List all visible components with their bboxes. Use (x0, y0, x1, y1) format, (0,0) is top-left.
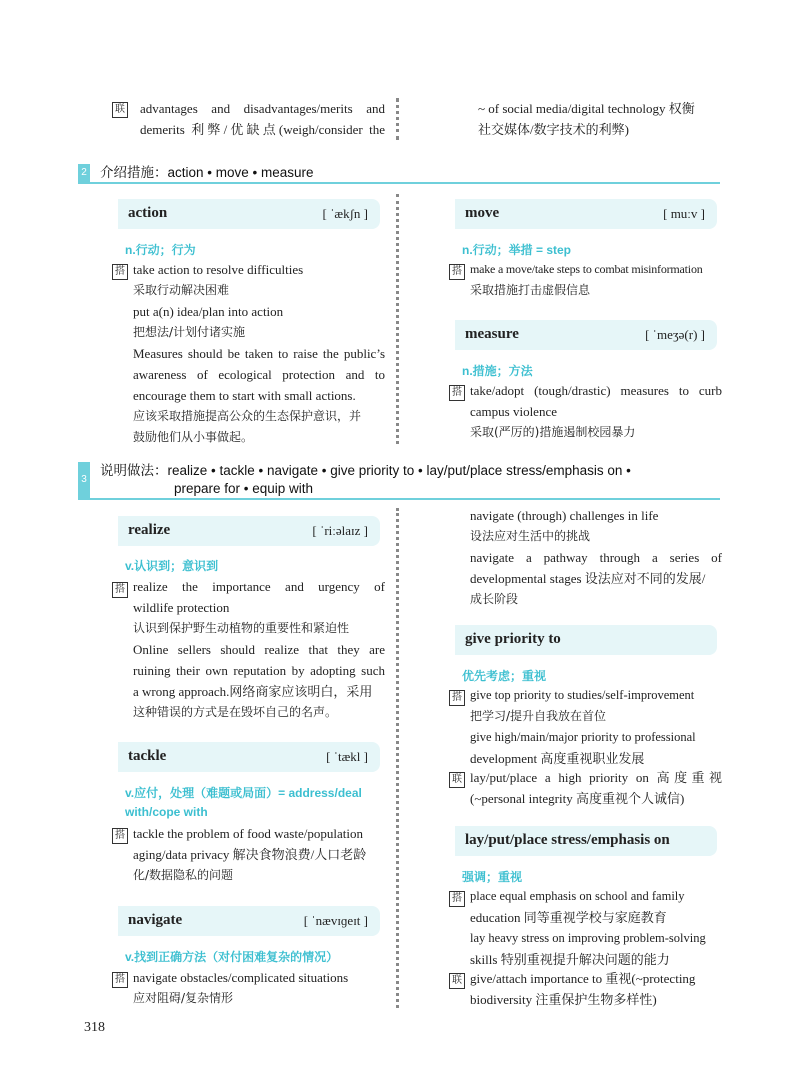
phonetic: [ ˈtækl ] (326, 749, 368, 764)
line: aging/data privacy 解决食物浪费/人口老龄 (133, 847, 367, 862)
phonetic: [ ˈmeʒə(r) ] (645, 327, 705, 342)
line: developmental stages 设法应对不同的发展/ (470, 571, 706, 586)
line: put a(n) idea/plan into action (133, 304, 284, 319)
entry-body (133, 823, 385, 886)
word-box-navigate (118, 906, 380, 936)
line: place equal emphasis on school and family (470, 889, 685, 903)
line: a wrong approach.网络商家应该明白，采用 (133, 684, 373, 699)
word-box-realize (118, 516, 380, 546)
part-of-speech: n.措施；方法 (462, 364, 533, 378)
part-of-speech: n.行动；举措 = step (462, 243, 572, 257)
line: navigate obstacles/complicated situations (133, 970, 349, 985)
pos-line: v.应付，处理（难题或局面）= address/deal (125, 786, 362, 800)
collocation-tag: 联 (112, 102, 128, 118)
entry-body (470, 380, 722, 443)
word-box-action (118, 199, 380, 229)
phonetic: [ ˈnævɪɡeɪt ] (303, 913, 368, 928)
collocation-tag: 搭 (112, 972, 128, 988)
entry-body-related (470, 968, 722, 1010)
phonetic: [ ˈriːəlaɪz ] (312, 523, 368, 538)
part-of-speech: n.行动；行为 (125, 243, 196, 257)
collocation-tag: 搭 (112, 264, 128, 280)
line: give high/main/major priority to professional (470, 730, 696, 744)
line: realize the importance and urgency of (133, 579, 385, 594)
headword: lay/put/place stress/emphasis on (465, 832, 670, 848)
line: 化/数据隐私的问题 (133, 868, 234, 882)
collocation-tag: 搭 (449, 690, 465, 706)
line: education 同等重视学校与家庭教育 (470, 910, 667, 925)
part-of-speech: 优先考虑；重视 (462, 669, 547, 683)
line: make a move/take steps to combat misinformation (470, 262, 703, 276)
headword: realize (128, 522, 171, 538)
line: demerits 利弊/优缺点(weigh/consider the (140, 122, 385, 137)
part-of-speech: v.找到正确方法（对付困难复杂的情况） (125, 950, 339, 964)
line: wildlife protection (133, 600, 230, 615)
entry-body (470, 259, 722, 301)
entry-body (133, 576, 385, 723)
line: give/attach importance to 重视(~protecting (470, 971, 696, 986)
section-title-line: prepare for • equip with (174, 481, 314, 496)
section-header-2 (78, 164, 720, 184)
entry-body-related (470, 767, 722, 809)
line: Online sellers should realize that they are (133, 642, 385, 657)
line: awareness of ecological protection and to (133, 367, 385, 382)
entry-body (470, 886, 722, 970)
line: ruining their own reputation by adopting such (133, 663, 385, 678)
line: tackle the problem of food waste/population (133, 826, 363, 841)
entry-body (133, 259, 385, 448)
line: Measures should be taken to raise the public’s (133, 346, 385, 361)
collocation-tag: 搭 (449, 891, 465, 907)
headword: measure (465, 326, 519, 342)
word-box-measure (455, 320, 717, 350)
line: lay/put/place a high priority on 高度重视 (470, 770, 722, 785)
part-of-speech: v.认识到；意识到 (125, 559, 219, 573)
column-divider (396, 98, 409, 140)
section-title: 介绍措施：action • move • measure (100, 165, 314, 180)
headword: move (465, 205, 500, 221)
phonetic: [ ˈækʃn ] (322, 206, 368, 221)
line: ~ of social media/digital technology 权衡 (478, 101, 695, 116)
word-box-give-priority (455, 625, 717, 655)
collocation-tag: 搭 (112, 828, 128, 844)
word-box-move (455, 199, 717, 229)
line: 把想法/计划付诸实施 (133, 325, 246, 339)
line: 应对阻碍/复杂情形 (133, 991, 234, 1005)
line: advantages and disadvantages/merits and (140, 101, 385, 116)
line: navigate (through) challenges in life (470, 508, 659, 523)
collocation-tag: 搭 (112, 582, 128, 598)
line: development 高度重视职业发展 (470, 751, 645, 766)
line: encourage them to start with small actions. (133, 388, 356, 403)
collocation-tag: 搭 (449, 385, 465, 401)
line: skills 特别重视提升解决问题的能力 (470, 952, 670, 967)
section-number: 3 (78, 462, 90, 498)
line: 采取行动解决困难 (133, 283, 230, 297)
line: 采取(严厉的)措施遏制校园暴力 (470, 425, 636, 439)
headword: tackle (128, 748, 167, 764)
line: lay heavy stress on improving problem-solving (470, 931, 706, 945)
line: take action to resolve difficulties (133, 262, 304, 277)
collocation-tag: 搭 (449, 264, 465, 280)
line: 采取措施打击虚假信息 (470, 283, 591, 297)
word-box-lay-stress (455, 826, 717, 856)
headword: give priority to (465, 631, 561, 647)
related-tag: 联 (449, 772, 465, 788)
section-header-3 (78, 462, 720, 500)
section-title (100, 462, 631, 498)
phonetic: [ muːv ] (663, 206, 705, 221)
line: 社交媒体/数字技术的利弊) (478, 122, 629, 137)
entry-body (470, 685, 722, 769)
column-divider (396, 194, 409, 444)
headword: action (128, 205, 168, 221)
top-left-text (140, 98, 385, 140)
line: 把学习/提升自我放在首位 (470, 709, 607, 723)
line: navigate a pathway through a series of (470, 550, 722, 565)
line: take/adopt (tough/drastic) measures to curb (470, 383, 722, 398)
column-divider (396, 508, 409, 1008)
entry-body (133, 967, 385, 1009)
line: 设法应对生活中的挑战 (470, 529, 591, 543)
entry-body-continued (470, 505, 722, 610)
part-of-speech (125, 784, 385, 822)
top-right-text (478, 98, 720, 140)
line: 鼓励他们从小事做起。 (133, 430, 254, 444)
line: 这种错误的方式是在毁坏自己的名声。 (133, 705, 338, 719)
section-title-line: 说明做法：realize • tackle • navigate • give priority to • lay/put/place stress/emphasis on • (100, 463, 631, 478)
pos-line: with/cope with (125, 805, 208, 819)
line: biodiversity 注重保护生物多样性) (470, 992, 657, 1007)
related-tag: 联 (449, 973, 465, 989)
part-of-speech: 强调；重视 (462, 870, 523, 884)
line: give top priority to studies/self-improvement (470, 688, 695, 702)
headword: navigate (128, 912, 183, 928)
section-number: 2 (78, 164, 90, 182)
line: 应该采取措施提高公众的生态保护意识，并 (133, 409, 362, 423)
line: (~personal integrity 高度重视个人诚信) (470, 791, 685, 806)
page-number: 318 (84, 1020, 105, 1035)
word-box-tackle (118, 742, 380, 772)
line: 认识到保护野生动植物的重要性和紧迫性 (133, 621, 350, 635)
line: campus violence (470, 404, 557, 419)
line: 成长阶段 (470, 592, 519, 606)
